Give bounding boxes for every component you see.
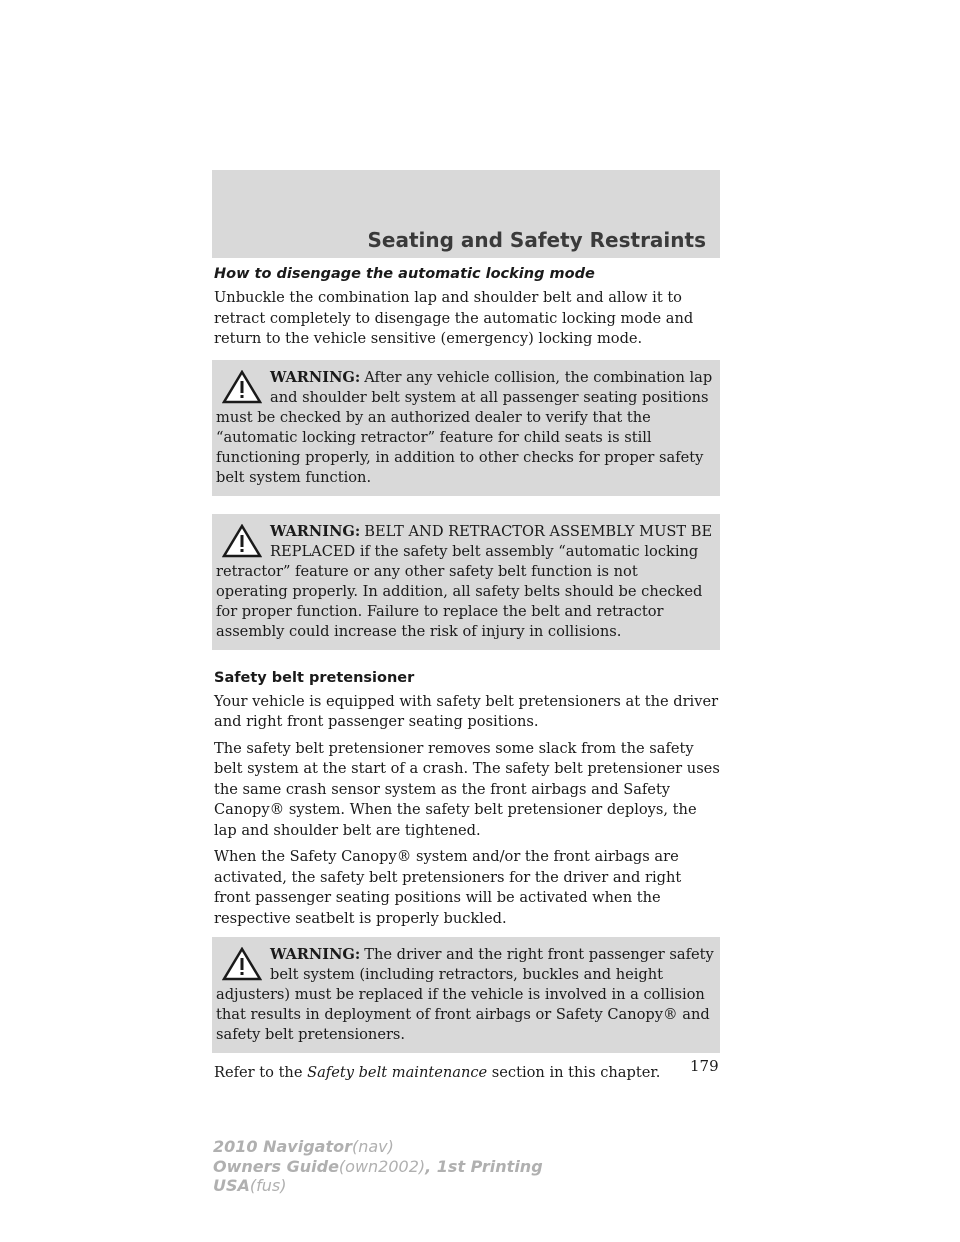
warning-triangle-icon	[222, 524, 262, 558]
chapter-title: Seating and Safety Restraints	[367, 228, 706, 252]
footer-line-1	[213, 1137, 713, 1157]
footer-print-info	[213, 1137, 713, 1196]
paragraph-pretensioner-3: When the Safety Canopy® system and/or the front airbags are activated, the safety belt pretensioners for the driver and right front passenger seating positions will be activated when the respective seatbelt is properly buckled.	[214, 848, 682, 927]
page-number: 179	[690, 1057, 719, 1075]
paragraph-pretensioner-2: The safety belt pretensioner removes some slack from the safety belt system at the start of a crash. The safety belt pretensioner uses the same crash sensor system as the front airbags and Safety Canopy® system. When the safety belt pretensioner deploys, the lap and shoulder belt are tightened.	[214, 739, 720, 839]
footer-line-2	[213, 1157, 713, 1177]
subheading-disengage: How to disengage the automatic locking mode	[214, 266, 595, 282]
warning-box-1	[212, 360, 720, 496]
warning-label: WARNING:	[270, 946, 361, 963]
refer-line	[214, 1063, 720, 1084]
warning-text: The driver and the right front passenger safety belt system (including retractors, buckles and height adjusters) must be replaced if the vehicle is involved in a collision that results in deployment of front airbags or Safety Canopy® and safety belt pretensioners.	[216, 946, 714, 1043]
footer-guide-code: (own2002)	[338, 1156, 426, 1176]
page-content	[214, 266, 720, 1090]
warning-box-3	[212, 937, 720, 1053]
footer-model-code: (nav)	[351, 1137, 394, 1156]
warning-text: BELT AND RETRACTOR ASSEMBLY MUST BE REPLACED if the safety belt assembly “automatic locking retractor” feature or any other safety belt function is not operating properly. In addition, all safety belts should be checked for proper function. Failure to replace the belt and retractor assembly could increase the risk of injury in collisions.	[216, 522, 713, 640]
subheading-pretensioner: Safety belt pretensioner	[214, 669, 415, 686]
warning-triangle-icon	[222, 370, 262, 404]
warning-text: After any vehicle collision, the combination lap and shoulder belt system at all passenger seating positions must be checked by an authorized dealer to verify that the “automatic locking retractor” feature for child seats is still functioning properly, in addition to other checks for proper safety belt system function.	[216, 368, 713, 486]
paragraph-disengage: Unbuckle the combination lap and shoulder belt and allow it to retract completely to disengage the automatic locking mode and return to the vehicle sensitive (emergency) locking mode.	[214, 289, 694, 347]
warning-label: WARNING:	[270, 522, 361, 540]
warning-triangle-icon	[222, 947, 262, 981]
footer-printing: , 1st Printing	[425, 1156, 543, 1176]
footer-line-3	[213, 1176, 713, 1196]
refer-suffix: section in this chapter.	[487, 1064, 661, 1081]
chapter-header-band	[212, 170, 720, 258]
refer-prefix: Refer to the	[214, 1064, 308, 1081]
warning-box-2	[212, 514, 720, 650]
paragraph-pretensioner-1: Your vehicle is equipped with safety belt pretensioners at the driver and right front passenger seating positions.	[214, 692, 719, 730]
footer-guide: Owners Guide	[213, 1156, 339, 1176]
footer-market: USA	[213, 1176, 250, 1195]
warning-label: WARNING:	[270, 368, 361, 386]
refer-section-link: Safety belt maintenance	[307, 1064, 488, 1081]
footer-market-code: (fus)	[249, 1176, 287, 1195]
footer-model: 2010 Navigator	[213, 1137, 352, 1156]
